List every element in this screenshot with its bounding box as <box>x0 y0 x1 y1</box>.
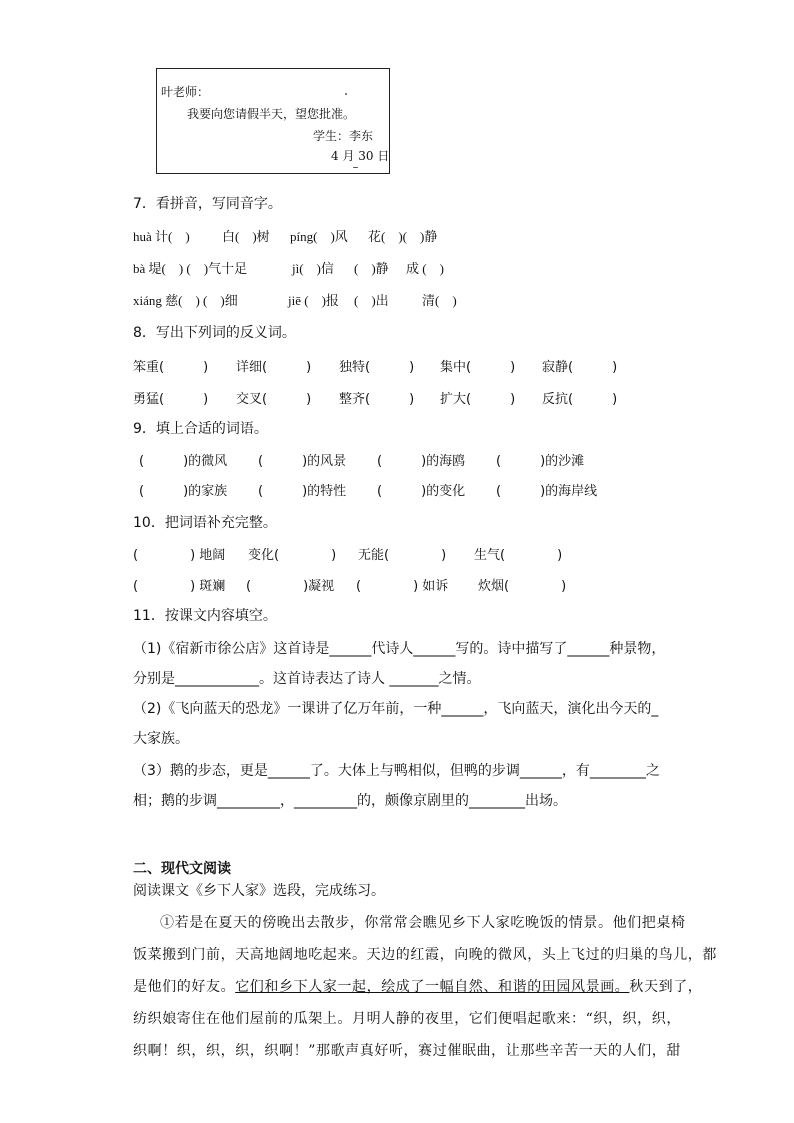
q7-r3-a: xiáng 慈( ) ( )细 <box>133 293 238 308</box>
q9-r2-3: ( )的变化 <box>377 484 466 499</box>
q11-p1-line2: 分别是____________。这首诗表达了诗人 _______之情。 <box>133 671 481 687</box>
q7-r3-b: jiē ( )报 <box>288 293 339 308</box>
note-signer: 学生：李东 <box>313 129 374 143</box>
q7-r3-d: 清( ) <box>422 293 457 308</box>
section-2-heading: 二、现代文阅读 <box>133 861 231 877</box>
q8-r1-1: 笨重( ) <box>133 360 209 375</box>
passage-line-3-end: 秋天到了， <box>629 979 703 995</box>
q9-r1-1: ( )的微风 <box>139 454 228 469</box>
q7-r2-c: ( )静 <box>354 261 389 276</box>
section-2-intro: 阅读课文《乡下人家》选段，完成练习。 <box>133 883 385 899</box>
question-9-title: 9．填上合适的词语。 <box>133 421 268 437</box>
passage-line-1: ①若是在夏天的傍晚出去散步，你常常会瞧见乡下人家吃晚饭的情景。他们把桌椅 <box>160 915 686 931</box>
q8-r1-3: 独特( ) <box>339 360 415 375</box>
q11-p2-line1: （2)《飞向蓝天的恐龙》一课讲了亿万年前，一种______，飞向蓝天，演化出今天的_ <box>133 701 659 717</box>
q7-r2-d: 成 ( ) <box>406 261 444 276</box>
q7-r3-c: ( )出 <box>354 293 389 308</box>
scan-speck <box>353 167 358 168</box>
q11-p1-line1: （1)《宿新市徐公店》这首诗是______代诗人______写的。诗中描写了______种景物， <box>133 641 666 657</box>
q10-r2-4: 炊烟( ) <box>478 579 567 594</box>
q8-r2-1: 勇猛( ) <box>133 392 209 407</box>
passage-line-3-start: 是他们的好友。 <box>133 979 236 995</box>
question-7-title: 7．看拼音，写同音字。 <box>133 196 282 212</box>
q9-r1-3: ( )的海鸥 <box>377 454 466 469</box>
q11-p3-line1: （3）鹅的步态，更是______了。大体上与鸭相似，但鸭的步调______，有________之 <box>133 763 660 779</box>
q8-r1-5: 寂静( ) <box>542 360 618 375</box>
q9-r1-2: ( )的风景 <box>258 454 347 469</box>
q7-r1-b: 白( )树 <box>222 229 270 244</box>
q9-r2-2: ( )的特性 <box>258 484 347 499</box>
scan-speck <box>345 93 347 95</box>
q7-r2-a: bà 堤( ) ( )气十足 <box>133 261 248 276</box>
q7-r1-c: píng( )风 <box>290 229 348 244</box>
q9-r2-4: ( )的海岸线 <box>496 484 598 499</box>
q10-r2-3: ( ) 如诉 <box>356 579 449 594</box>
q8-r1-4: 集中( ) <box>440 360 516 375</box>
q7-r1-d: 花( )( )静 <box>368 229 438 244</box>
q9-r1-4: ( )的沙滩 <box>496 454 585 469</box>
leave-note-image <box>156 68 390 174</box>
passage-line-2: 饭菜搬到门前，天高地阔地吃起来。天边的红霞，向晚的微风，头上飞过的归巢的鸟儿，都 <box>133 947 717 963</box>
note-date: 4 月 30 日 <box>331 149 390 163</box>
q9-r2-1: ( )的家族 <box>139 484 228 499</box>
q11-p3-line2: 相；鹅的步调_________，_________的，颇像京剧里的________出场。 <box>133 793 567 809</box>
q7-r2-b: jì( )信 <box>292 261 334 276</box>
q8-r2-4: 扩大( ) <box>440 392 516 407</box>
q7-r1-a: huà 计( ) <box>133 229 190 244</box>
question-10-title: 10．把词语补充完整。 <box>133 515 277 531</box>
q8-r2-5: 反抗( ) <box>542 392 618 407</box>
q10-r2-2: ( )凝视 <box>246 579 335 594</box>
q8-r1-2: 详细( ) <box>236 360 312 375</box>
passage-line-4: 纺织娘寄住在他们屋前的瓜架上。月明人静的夜里，它们便唱起歌来：“织，织，织， <box>133 1011 681 1027</box>
q10-r1-1: ( ) 地阔 <box>133 548 226 563</box>
note-body: 我要向您请假半天，望您批准。 <box>187 107 356 121</box>
q8-r2-3: 整齐( ) <box>339 392 415 407</box>
q10-r2-1: ( ) 斑斓 <box>133 579 226 594</box>
q11-p2-line2: 大家族。 <box>133 731 189 747</box>
question-11-title: 11．按课文内容填空。 <box>133 608 277 624</box>
q10-r1-2: 变化( ) <box>248 548 337 563</box>
q10-r1-3: 无能( ) <box>358 548 447 563</box>
question-8-title: 8．写出下列词的反义词。 <box>133 325 296 341</box>
underlined-phrase: 它们和乡下人家一起，绘成了一幅自然、和谐的田园风景画。 <box>235 979 630 995</box>
note-salutation: 叶老师： <box>161 85 210 99</box>
passage-line-3 <box>133 976 702 996</box>
passage-line-5: 织啊！织，织，织，织啊！”那歌声真好听，赛过催眠曲，让那些辛苦一天的人们，甜 <box>133 1043 681 1059</box>
q8-r2-2: 交叉( ) <box>236 392 312 407</box>
q10-r1-4: 生气( ) <box>474 548 563 563</box>
